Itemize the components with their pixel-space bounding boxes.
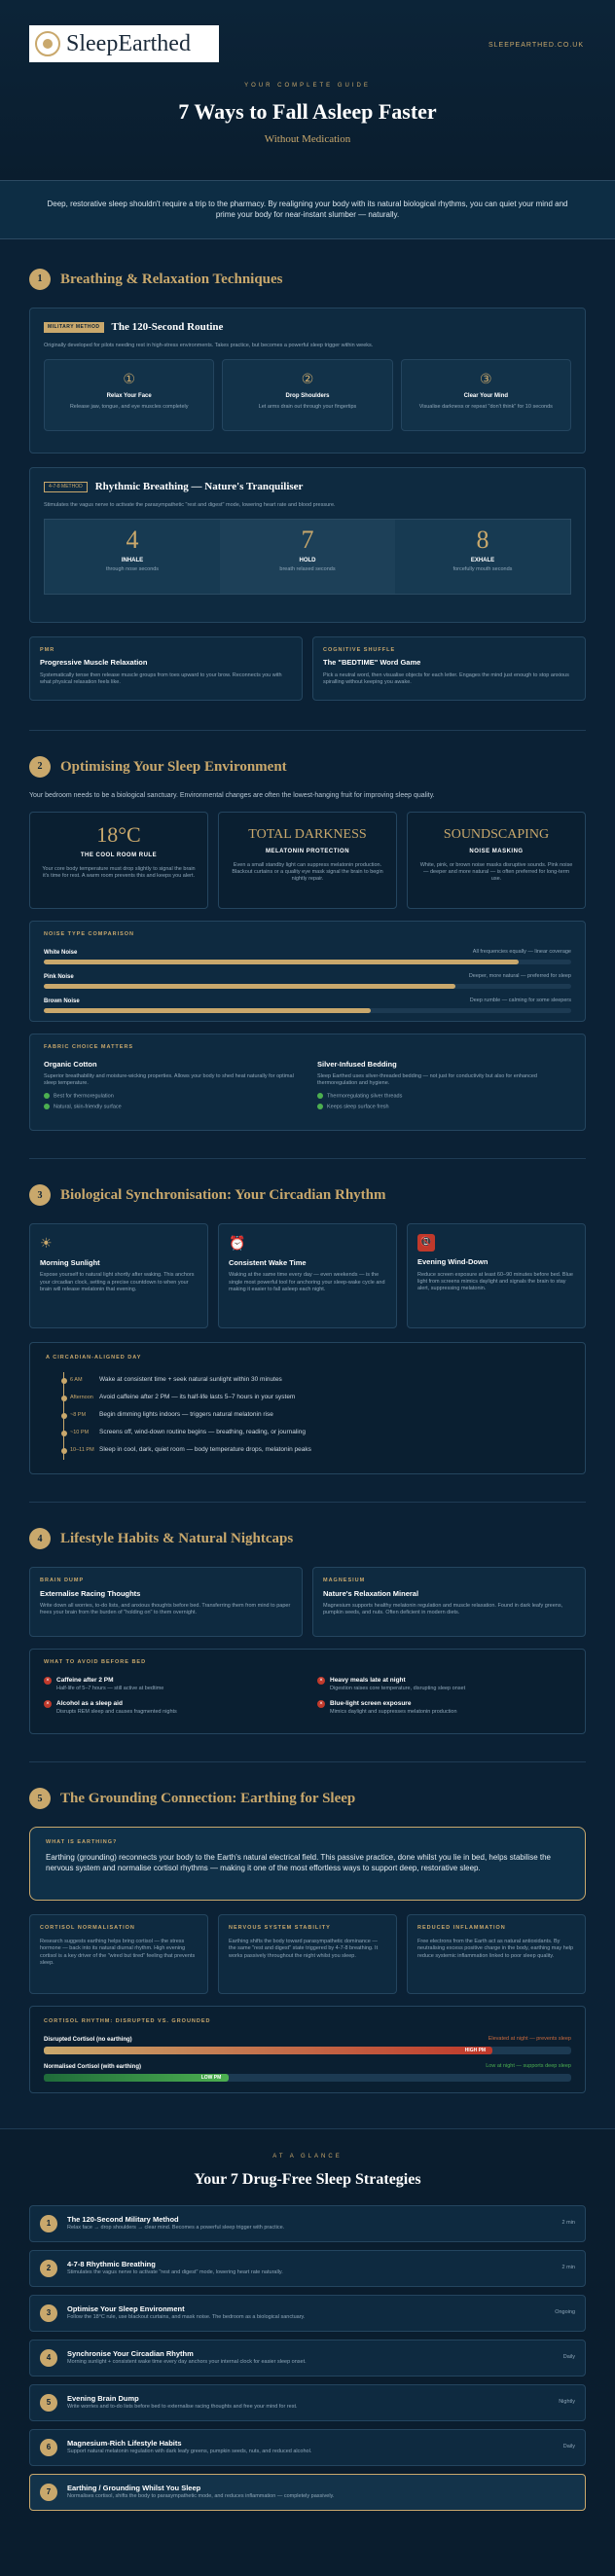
section-number: 3 [29, 1184, 51, 1206]
breath-step: 7 HOLD breath relaxed seconds [220, 520, 395, 594]
section-title: Lifestyle Habits & Natural Nightcaps [60, 1531, 294, 1547]
cross-icon: × [317, 1700, 325, 1708]
card-desc: Stimulates the vagus nerve to activate the parasympathetic "rest and digest" mode, lowering heart rate and blood pressure. [44, 501, 336, 508]
cortisol-row-disrupted: Disrupted Cortisol (no earthing) Elevated at night — prevents sleep HIGH PM [44, 2036, 571, 2053]
site-url[interactable]: SLEEPEARTHED.CO.UK [488, 42, 584, 49]
what-is-earthing: WHAT IS EARTHING? Earthing (grounding) reconnects your body to the Earth's natural electrical field. This passive practice, done whilst you lie in bed, helps stabilise the nervous system and normalise cortisol rhythms — making it one of the most effortless ways to support deep, restorative sleep. [29, 1827, 586, 1901]
section-lifestyle [0, 1503, 615, 1734]
summary-item: 2 4-7-8 Rhythmic Breathing Stimulates the vagus nerve to activate "rest and digest" mode, lowering heart rate naturally. 2 min [29, 2250, 586, 2287]
avoid-item: × Caffeine after 2 PM Half-life of 5–7 hours — still active at bedtime [44, 1677, 298, 1692]
breath-step: 4 INHALE through nose seconds [45, 520, 220, 594]
benefit-card: CORTISOL NORMALISATION Research suggests earthing helps bring cortisol — the stress hormone — back into its natural diurnal rhythm. High evening cortisol is a key driver of the "wired but tired" feeling that prevents sleep. [29, 1914, 208, 1994]
env-card: 18°C THE COOL ROOM RULE Your core body temperature must drop slightly to signal the brain it's time for rest. A warm room prevents this and keeps you alert. [29, 812, 208, 909]
summary-section [0, 2128, 615, 2576]
circadian-card: ⏰ Consistent Wake Time Waking at the same time every day — even weekends — is the single most powerful tool for anchoring your sleep-wake cycle and making it easier to fall asleep each night. [218, 1223, 397, 1328]
page-title: 7 Ways to Fall Asleep Faster [178, 99, 437, 125]
step-card: ③ Clear Your Mind Visualise darkness or repeat "don't think" for 10 seconds [401, 359, 571, 431]
summary-item: 3 Optimise Your Sleep Environment Follow the 18°C rule, use blackout curtains, and mask noise. The bedroom as a biological sanctuary. Ongoing [29, 2295, 586, 2332]
step-card: ① Relax Your Face Release jaw, tongue, and eye muscles completely [44, 359, 214, 431]
summary-title: Your 7 Drug-Free Sleep Strategies [194, 2170, 421, 2188]
summary-item: 4 Synchronise Your Circadian Rhythm Morning sunlight + consistent wake time every day anchors your internal clock for easier sleep onset. Daily [29, 2340, 586, 2376]
summary-item: 1 The 120-Second Military Method Relax face → drop shoulders → clear mind. Becomes a powerful sleep trigger with practice. 2 min [29, 2205, 586, 2242]
cross-icon: × [44, 1700, 52, 1708]
avoid-card: WHAT TO AVOID BEFORE BED × Caffeine after 2 PM Half-life of 5–7 hours — still active at bedtime × Heavy meals late at night Digestion raises core temperature, disrupting sleep onset × Alcohol as a sleep aid Disrupts REM sleep and causes fragmented nights × Blue-light screen exposure Mimics daylight and suppresses melatonin production [29, 1649, 586, 1734]
avoid-item: × Alcohol as a sleep aid Disrupts REM sleep and causes fragmented nights [44, 1700, 298, 1716]
timeline-row: ~8 PM Begin dimming lights indoors — triggers natural melatonin rise [64, 1407, 569, 1425]
env-card: TOTAL DARKNESS MELATONIN PROTECTION Even a small standby light can suppress melatonin production. Blackout curtains or a quality eye mask signal the brain to begin nightly repair. [218, 812, 397, 909]
page-subtitle: Without Medication [264, 132, 351, 145]
card-title: The 120-Second Routine [111, 321, 224, 333]
summary-item: 6 Magnesium-Rich Lifestyle Habits Support natural melatonin regulation with dark leafy greens, pumpkin seeds, nuts, and reduced alcohol. Daily [29, 2429, 586, 2466]
benefit-card: NERVOUS SYSTEM STABILITY Earthing shifts the body toward parasympathetic dominance — the same "rest and digest" state triggered by 4-7-8 breathing. It works passively throughout the night whilst you sleep. [218, 1914, 397, 1994]
section-number: 2 [29, 756, 51, 778]
summary-kicker: AT A GLANCE [272, 2154, 343, 2160]
logo[interactable]: SleepEarthed [29, 25, 219, 62]
noise-row: White Noise All frequencies equally — linear coverage [44, 949, 571, 964]
pmr-card: PMR Progressive Muscle Relaxation Systematically tense then release muscle groups from toes upward to your brow. Reconnects you with what physical relaxation feels like. [29, 636, 303, 701]
method-tag: MILITARY METHOD [44, 322, 104, 333]
section-environment [0, 731, 615, 1131]
moon-icon [35, 31, 60, 56]
page-header [0, 0, 615, 181]
timeline-row: ~10 PM Screens off, wind-down routine begins — breathing, reading, or journaling [64, 1425, 569, 1442]
breath-step: 8 EXHALE forcefully mouth seconds [395, 520, 570, 594]
circadian-day: A CIRCADIAN-ALIGNED DAY 6 AM Wake at consistent time + seek natural sunlight within 30 minutes Afternoon Avoid caffeine after 2 PM — its half-life lasts 5–7 hours in your system ~8 PM Begin dimming lights indoors — triggers natural melatonin rise ~10 PM Screens off, wind-down routine begins — breathing, reading, or journaling 10–11 PM Sleep in cool, dark, quiet room — body temperature drops, melatonin peaks [29, 1342, 586, 1474]
section-title: Optimising Your Sleep Environment [60, 758, 287, 775]
fabric-cotton: Organic Cotton Superior breathability and moisture-wicking properties. Allows your body to shed heat naturally for optimal sleep temperature. Best for thermoregulation Natural, skin-friendly surface [44, 1059, 294, 1110]
section-circadian [0, 1159, 615, 1474]
no-phone-icon: 📵 [417, 1234, 435, 1252]
section-breathing [0, 239, 615, 701]
military-card [29, 308, 586, 454]
noise-row: Pink Noise Deeper, more natural — preferred for sleep [44, 973, 571, 989]
sun-icon: ☀ [40, 1235, 53, 1252]
cognitive-card: COGNITIVE SHUFFLE The "BEDTIME" Word Game Pick a neutral word, then visualise objects for each letter. Engages the mind just enough to stop anxious spiralling without keeping you awake. [312, 636, 586, 701]
timeline-row: 6 AM Wake at consistent time + seek natural sunlight within 30 minutes [64, 1372, 569, 1390]
section-title: Breathing & Relaxation Techniques [60, 271, 283, 287]
noise-row: Brown Noise Deep rumble — calming for some sleepers [44, 998, 571, 1013]
summary-item: 7 Earthing / Grounding Whilst You Sleep Normalises cortisol, shifts the body to parasympathetic mode, and reduces inflammation — completely passively. [29, 2474, 586, 2511]
cortisol-row-normalised: Normalised Cortisol (with earthing) Low at night — supports deep sleep LOW PM [44, 2063, 571, 2082]
section-earthing [0, 1762, 615, 2093]
fabric-silver: Silver-Infused Bedding Sleep Earthed uses silver-threaded bedding — not just for conductivity but also for enhanced thermoregulation and hygiene. Thermoregulating silver threads Keeps sleep surface fresh [317, 1059, 537, 1110]
card-title: Rhythmic Breathing — Nature's Tranquiliser [94, 481, 304, 492]
noise-comparison: NOISE TYPE COMPARISON White Noise All frequencies equally — linear coverage Pink Noise Deeper, more natural — preferred for sleep Brown Noise Deep rumble — calming for some sleepers [29, 921, 586, 1022]
timeline-row: 10–11 PM Sleep in cool, dark, quiet room — body temperature drops, melatonin peaks [64, 1442, 569, 1460]
section-number: 4 [29, 1528, 51, 1549]
avoid-item: × Blue-light screen exposure Mimics daylight and suppresses melatonin production [317, 1700, 571, 1716]
card-desc: Originally developed for pilots needing rest in high-stress environments. Takes practice, but becomes a powerful sleep trigger within weeks. [44, 342, 374, 348]
cross-icon: × [44, 1677, 52, 1685]
section-title: The Grounding Connection: Earthing for Sleep [60, 1791, 356, 1807]
brain-dump-card: BRAIN DUMP Externalise Racing Thoughts Write down all worries, to-do lists, and anxious thoughts before bed. Transferring them from mind to paper frees your brain from the burden of "holding on" to them overnight. [29, 1567, 303, 1637]
circadian-card: ☀ Morning Sunlight Expose yourself to natural light shortly after waking. This anchors your circadian clock, setting a precise countdown to when your brain will release melatonin that evening. [29, 1223, 208, 1328]
section-desc: Your bedroom needs to be a biological sanctuary. Environmental changes are often the lowest-hanging fruit for improving sleep quality. [29, 792, 435, 799]
section-title: Biological Synchronisation: Your Circadian Rhythm [60, 1187, 386, 1204]
timeline-row: Afternoon Avoid caffeine after 2 PM — its half-life lasts 5–7 hours in your system [64, 1390, 569, 1407]
fabric-card: FABRIC CHOICE MATTERS Organic Cotton Superior breathability and moisture-wicking properties. Allows your body to shed heat naturally for optimal sleep temperature. Best for thermoregulation Natural, skin-friendly surface Silver-Infused Bedding Sleep Earthed uses silver-threaded bedding — not just for conductivity but also for enhanced thermoregulation and hygiene. Thermoregulating silver threads Keeps sleep surface fresh [29, 1034, 586, 1131]
benefit-card: REDUCED INFLAMMATION Free electrons from the Earth act as natural antioxidants. By neutralising excess positive charge in the body, earthing may help reduce systemic inflammation linked to poor sleep quality. [407, 1914, 586, 1994]
cortisol-rhythm: CORTISOL RHYTHM: DISRUPTED VS. GROUNDED Disrupted Cortisol (no earthing) Elevated at night — prevents sleep HIGH PM Normalised Cortisol (with earthing) Low at night — supports deep sleep LOW PM [29, 2006, 586, 2093]
section-number: 1 [29, 269, 51, 290]
step-card: ② Drop Shoulders Let arms drain out through your fingertips [222, 359, 392, 431]
page-kicker: YOUR COMPLETE GUIDE [244, 83, 371, 89]
env-card: SOUNDSCAPING NOISE MASKING White, pink, or brown noise masks disruptive sounds. Pink noise — deeper and more natural — is often preferred for long-term use. [407, 812, 586, 909]
method-tag: 4-7-8 METHOD [44, 482, 88, 492]
intro-text: Deep, restorative sleep shouldn't require a trip to the pharmacy. By realigning your body with its natural biological rhythms, you can quiet your mind and prime your body for near-instant slumber — naturally. [0, 181, 615, 239]
section-number: 5 [29, 1788, 51, 1809]
magnesium-card: MAGNESIUM Nature's Relaxation Mineral Magnesium supports healthy melatonin regulation and muscle relaxation. Found in dark leafy greens, pumpkin seeds, and nuts. Often deficient in modern diets. [312, 1567, 586, 1637]
circadian-card: 📵 Evening Wind-Down Reduce screen exposure at least 60–90 minutes before bed. Blue light from screens mimics daylight and signals the brain to stay alert, suppressing melatonin. [407, 1223, 586, 1328]
summary-item: 5 Evening Brain Dump Write worries and to-do lists before bed to externalise racing thoughts and free your mind for rest. Nightly [29, 2384, 586, 2421]
alarm-clock-icon: ⏰ [229, 1235, 246, 1252]
breathing-card [29, 467, 586, 623]
avoid-item: × Heavy meals late at night Digestion raises core temperature, disrupting sleep onset [317, 1677, 571, 1692]
cross-icon: × [317, 1677, 325, 1685]
